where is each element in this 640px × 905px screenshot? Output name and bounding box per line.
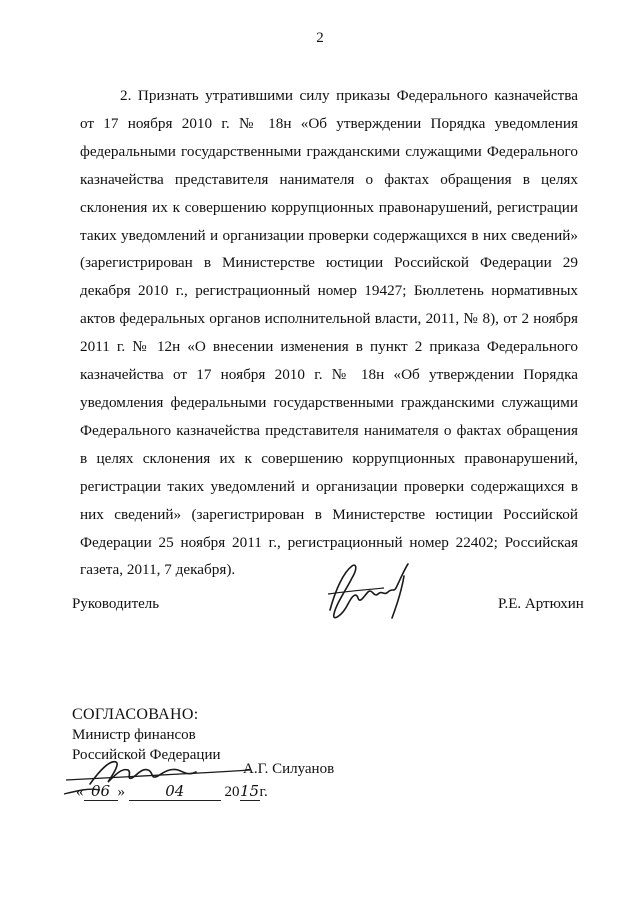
body-paragraph: 2. Признать утратившими силу приказы Федерального казначейства от 17 ноября 2010 г. № 18н «Об утверждении Порядка уведомления федеральными государственными гражданскими служащими Федерального казначейства представителя нанимателя о фактах обращения в целях склонения их к совершению коррупционных правонарушений, регистрации таких уведомлений и организации проверки содержащихся в них сведений» (зарегистрирован в Министерстве юстиции Российской Федерации 29 декабря 2010 г., регистрационный номер 19427; Бюллетень нормативных актов федеральных органов исполнительной власти, 2011, № 8), от 2 ноября 2011 г. № 12н «О внесении изменения в пункт 2 приказа Федерального казначейства от 17 ноября 2010 г. № 18н «Об утверждении Порядка уведомления федеральными государственными гражданскими служащими Федерального казначейства представителя нанимателя о фактах обращения в целях склонения их к совершению коррупционных правонарушений, регистрации таких уведомлений и организации проверки содержащихся в них сведений» (зарегистрирован в Министерстве юстиции Российской Федерации 25 ноября 2011 г., регистрационный номер 22402; Российская газета, 2011, 7 декабря). [80, 87, 578, 579]
signatory-position: Руководитель [72, 596, 160, 612]
date-year-prefix: 20 [224, 784, 240, 800]
date-close-quote: » [117, 784, 125, 800]
date-year-suffix: 15 [239, 782, 260, 800]
approval-heading: СОГЛАСОВАНО: [72, 706, 199, 723]
date-open-quote: « [76, 784, 84, 800]
date-month: 04 [129, 782, 221, 801]
signatory-name: Р.Е. Артюхин [498, 596, 584, 612]
date-day: 06 [84, 782, 118, 801]
page-number: 2 [316, 30, 324, 46]
approver-position-line1: Министр финансов [72, 727, 196, 743]
approver-name: А.Г. Силуанов [243, 761, 335, 777]
signature-main [322, 558, 412, 628]
approver-position-line2: Российской Федерации [72, 747, 221, 763]
date-suffix: г. [259, 784, 268, 800]
approval-date [76, 782, 268, 801]
signature-approver [60, 750, 260, 810]
